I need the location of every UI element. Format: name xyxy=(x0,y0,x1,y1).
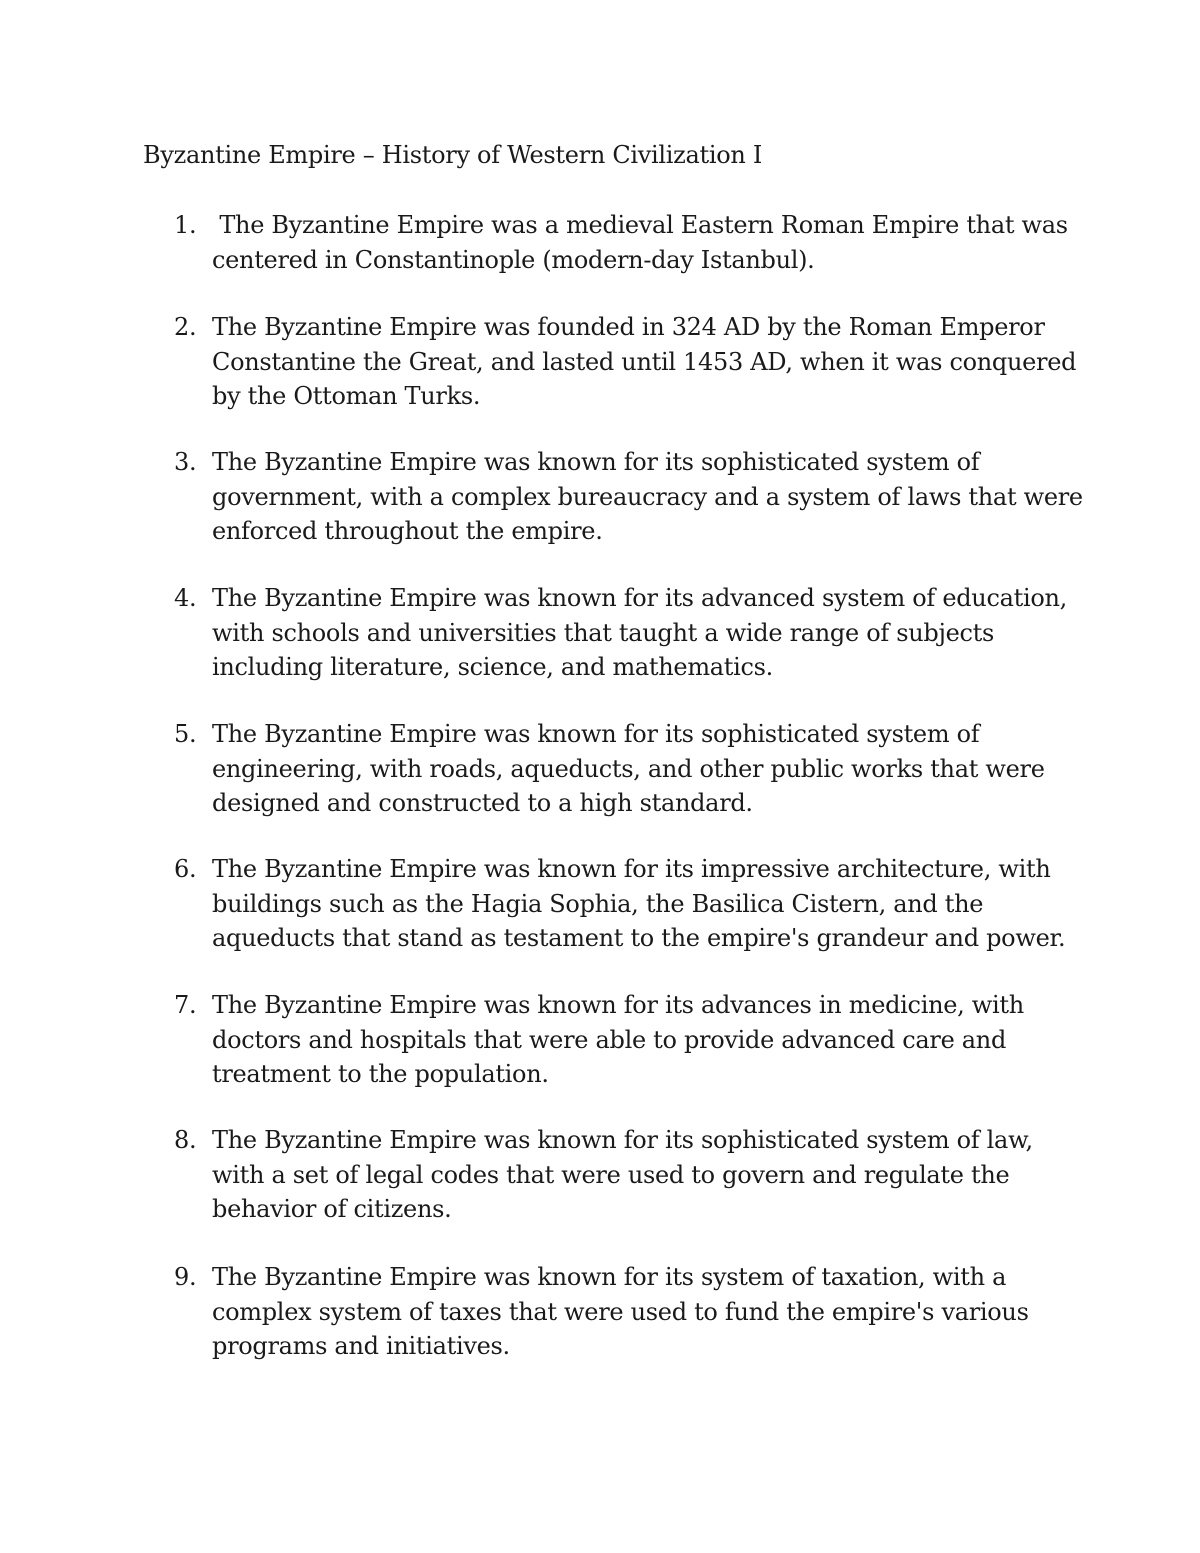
list-item-text xyxy=(212,208,1072,277)
list-item-text xyxy=(212,1123,1072,1227)
text-line: engineering, with roads, aqueducts, and other public works that were xyxy=(212,754,1045,783)
text-line: The Byzantine Empire was founded in 324 AD by the Roman Emperor xyxy=(212,313,1045,341)
list-item-number: 2. xyxy=(174,313,197,341)
document-title: Byzantine Empire – History of Western Civilization I xyxy=(143,141,763,169)
text-line: designed and constructed to a high standard. xyxy=(212,789,753,817)
list-item-text xyxy=(212,581,1072,685)
list-item-number: 3. xyxy=(174,448,197,476)
text-line: The Byzantine Empire was known for its impressive architecture, with xyxy=(212,855,1051,883)
list-item-number: 1. xyxy=(174,211,197,239)
text-line: buildings such as the Hagia Sophia, the Basilica Cistern, and the xyxy=(212,889,984,918)
text-line: The Byzantine Empire was known for its system of taxation, with a xyxy=(212,1263,1007,1291)
text-line: by the Ottoman Turks. xyxy=(212,382,481,410)
list-item-number: 6. xyxy=(174,855,197,883)
text-line: The Byzantine Empire was known for its sophisticated system of xyxy=(212,448,980,476)
list-item-number: 9. xyxy=(174,1263,197,1291)
text-line: doctors and hospitals that were able to provide advanced care and xyxy=(212,1025,1007,1054)
text-line: behavior of citizens. xyxy=(212,1195,452,1223)
list-item-number: 4. xyxy=(174,584,197,612)
text-line: Constantine the Great, and lasted until 1453 AD, when it was conquered xyxy=(212,347,1077,376)
text-line: The Byzantine Empire was known for its sophisticated system of law, xyxy=(212,1126,1033,1154)
text-line: The Byzantine Empire was a medieval Eastern Roman Empire that was xyxy=(212,211,1068,239)
text-line: The Byzantine Empire was known for its advanced system of education, xyxy=(212,584,1067,612)
text-line: including literature, science, and mathematics. xyxy=(212,653,774,681)
text-line: treatment to the population. xyxy=(212,1060,549,1088)
text-line: centered in Constantinople (modern-day Istanbul). xyxy=(212,245,815,274)
text-line: complex system of taxes that were used to fund the empire's various xyxy=(212,1297,1029,1326)
list-item-text xyxy=(212,1260,1072,1364)
list-item-number: 5. xyxy=(174,720,197,748)
text-line: programs and initiatives. xyxy=(212,1332,510,1360)
text-line: The Byzantine Empire was known for its sophisticated system of xyxy=(212,720,980,748)
list-item-text xyxy=(212,717,1072,821)
text-line: with a set of legal codes that were used to govern and regulate the xyxy=(212,1160,1010,1189)
list-item-text xyxy=(212,445,1083,549)
list-item-number: 7. xyxy=(174,991,197,1019)
text-line: enforced throughout the empire. xyxy=(212,517,603,545)
list-item-text xyxy=(212,310,1077,414)
text-line: government, with a complex bureaucracy and a system of laws that were xyxy=(212,482,1083,511)
text-line: The Byzantine Empire was known for its advances in medicine, with xyxy=(212,991,1024,1019)
text-line: aqueducts that stand as testament to the empire's grandeur and power. xyxy=(212,924,1066,952)
list-item-text xyxy=(212,988,1072,1092)
text-line: with schools and universities that taught a wide range of subjects xyxy=(212,618,995,647)
list-item-text xyxy=(212,852,1072,956)
list-item-number: 8. xyxy=(174,1126,197,1154)
